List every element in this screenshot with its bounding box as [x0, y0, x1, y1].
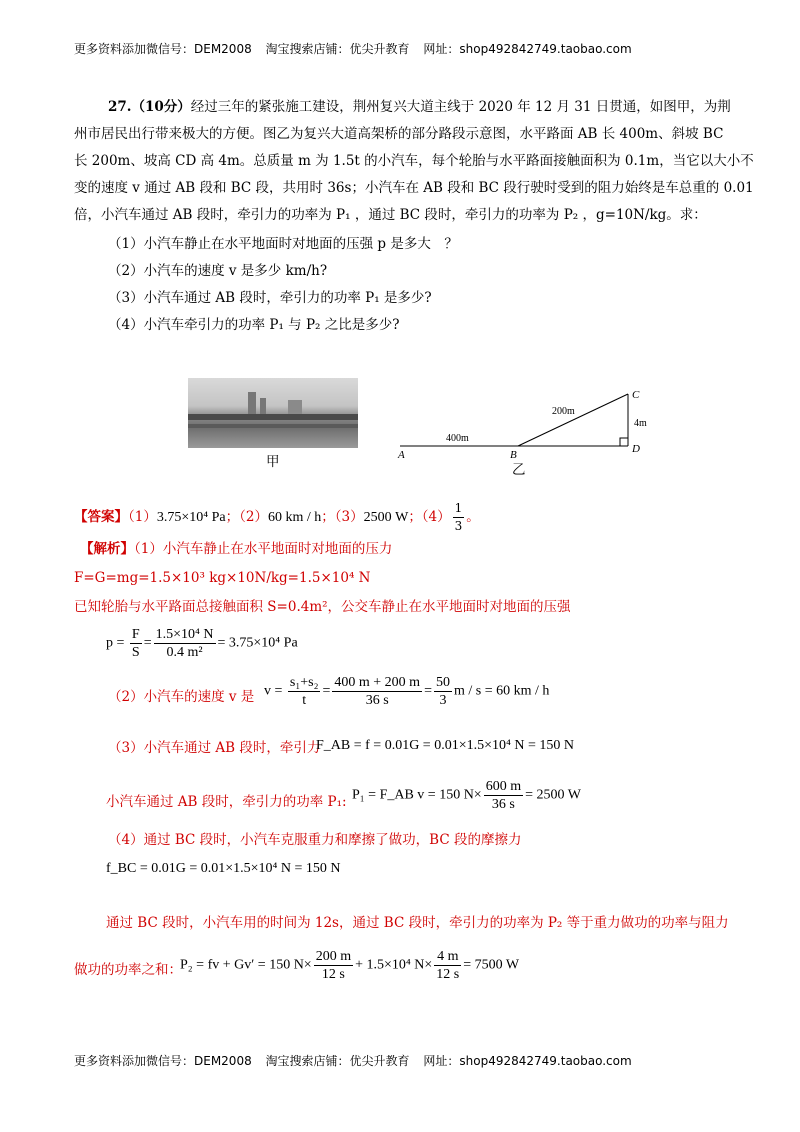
sub-question-3: （3）小汽车通过 AB 段时，牵引力的功率 P₁ 是多少? — [108, 290, 432, 306]
question-score: （10分） — [131, 99, 191, 115]
page-footer — [74, 1052, 642, 1069]
footer-shop: 淘宝搜索店铺：优尖升教育 — [265, 1054, 410, 1068]
analysis-eq-force: F=G=mg=1.5×10³ kg×10N/kg=1.5×10⁴ N — [74, 570, 371, 586]
label-a: A — [398, 449, 405, 461]
eq-friction-bc: f_BC = 0.01G = 0.01×1.5×10⁴ N = 150 N — [106, 861, 341, 876]
analysis-label: 【解析】 — [80, 541, 134, 557]
label-cd-length: 4m — [634, 418, 647, 429]
question-line-4: 变的速度 v 通过 AB 段和 BC 段，共用时 36s；小汽车在 AB 段和 BC 段行驶时受到的阻力始终是车总重的 0.01 — [74, 180, 754, 196]
page-header — [74, 40, 642, 57]
eq-speed: v = $\frac{\text{s₁+s₂}}{t}$ = $\frac{400 m + 200 m}{36 s}$ = $\frac{50}{3}$ m / s = 60 km / h — [264, 675, 550, 708]
footer-wechat: 更多资料添加微信号：DEM2008 — [74, 1054, 252, 1068]
analysis-line-7: 通过 BC 段时，小汽车用的时间为 12s，通过 BC 段时，牵引力的功率为 P₂ 等于重力做功的功率与阻力 — [106, 915, 729, 931]
question-number: 27. — [108, 99, 132, 115]
photo-caption: 甲 — [266, 454, 280, 470]
analysis-line-3: （2）小汽车的速度 v 是 — [108, 689, 255, 705]
answer-label: 【答案】 — [74, 509, 128, 525]
header-url[interactable]: 网址：shop492842749.taobao.com — [423, 42, 632, 56]
question-line-5: 倍，小汽车通过 AB 段时，牵引力的功率为 P₁ ，通过 BC 段时，牵引力的功率为 P₂ ，g=10N/kg。求： — [74, 207, 707, 223]
question-line-2: 州市居民出行带来极大的方便。图乙为复兴大道高架桥的部分路段示意图，水平路面 AB 长 400m、斜坡 BC — [74, 126, 724, 142]
analysis-line-2: 已知轮胎与水平路面总接触面积 S=0.4m²，公交车静止在水平地面时对地面的压强 — [74, 599, 571, 615]
diagram-caption: 乙 — [512, 462, 526, 478]
label-bc-length: 200m — [552, 406, 575, 417]
header-wechat: 更多资料添加微信号：DEM2008 — [74, 42, 252, 56]
answer-3: 2500 W — [363, 510, 409, 525]
question-line-1: 27.（10分）经过三年的紧张施工建设，荆州复兴大道主线于 2020 年 12 月 31 日贯通，如图甲，为荆 — [108, 99, 731, 115]
answer-4: $\frac{1}{3}$ — [454, 501, 463, 533]
slope-line — [518, 394, 628, 446]
analysis-line-1: 【解析】（1）小汽车静止在水平地面时对地面的压力 — [80, 541, 393, 557]
bridge-photo — [188, 378, 358, 448]
question-line-3: 长 200m、坡高 CD 高 4m。总质量 m 为 1.5t 的小汽车，每个轮胎与水平路面接触面积为 0.1m，当它以大小不 — [74, 153, 754, 169]
eq-power-p2: P₂ = fv + Gv′ = 150 N× $\frac{200 m}{12 s}$ + 1.5×10⁴ N× $\frac{4 m}{12 s}$ = 7500 W — [180, 949, 520, 982]
header-shop: 淘宝搜索店铺：优尖升教育 — [265, 42, 410, 56]
eq-power-p1: P₁ = F_AB v = 150 N× $\frac{600 m}{36 s}$ = 2500 W — [352, 779, 581, 812]
label-b: B — [510, 449, 517, 461]
answer-2: 60 km / h — [267, 510, 322, 525]
eq-pressure: p = $\frac{F}{S}$ = $\frac{\text{1.5×10⁴ N}}{\text{0.4 m²}}$ = 3.75×10⁴ Pa — [106, 627, 298, 660]
footer-url[interactable]: 网址：shop492842749.taobao.com — [423, 1054, 632, 1068]
analysis-line-4: （3）小汽车通过 AB 段时，牵引力 — [108, 740, 321, 756]
label-c: C — [632, 389, 640, 401]
answer-line: 【答案】（1）3.75×10⁴ Pa；（2）60 km / h；（3）2500 W；（4） $\frac{1}{3}$ 。 — [74, 501, 480, 533]
analysis-line-8: 做功的功率之和： — [74, 962, 182, 978]
analysis-line-5: 小汽车通过 AB 段时，牵引力的功率 P₁: — [106, 794, 347, 810]
label-ab-length: 400m — [446, 433, 469, 444]
answer-1: 3.75×10⁴ Pa — [156, 510, 226, 525]
sub-question-1: （1）小汽车静止在水平地面时对地面的压强 p 是多大 ？ — [108, 236, 458, 252]
right-angle-mark — [620, 438, 628, 446]
label-d: D — [632, 443, 640, 455]
sub-question-2: （2）小汽车的速度 v 是多少 km/h? — [108, 263, 328, 279]
sub-question-4: （4）小汽车牵引力的功率 P₁ 与 P₂ 之比是多少? — [108, 317, 400, 333]
eq-traction-ab: F_AB = f = 0.01G = 0.01×1.5×10⁴ N = 150 N — [316, 738, 574, 753]
analysis-line-6: （4）通过 BC 段时，小汽车克服重力和摩擦了做功，BC 段的摩擦力 — [108, 832, 522, 848]
